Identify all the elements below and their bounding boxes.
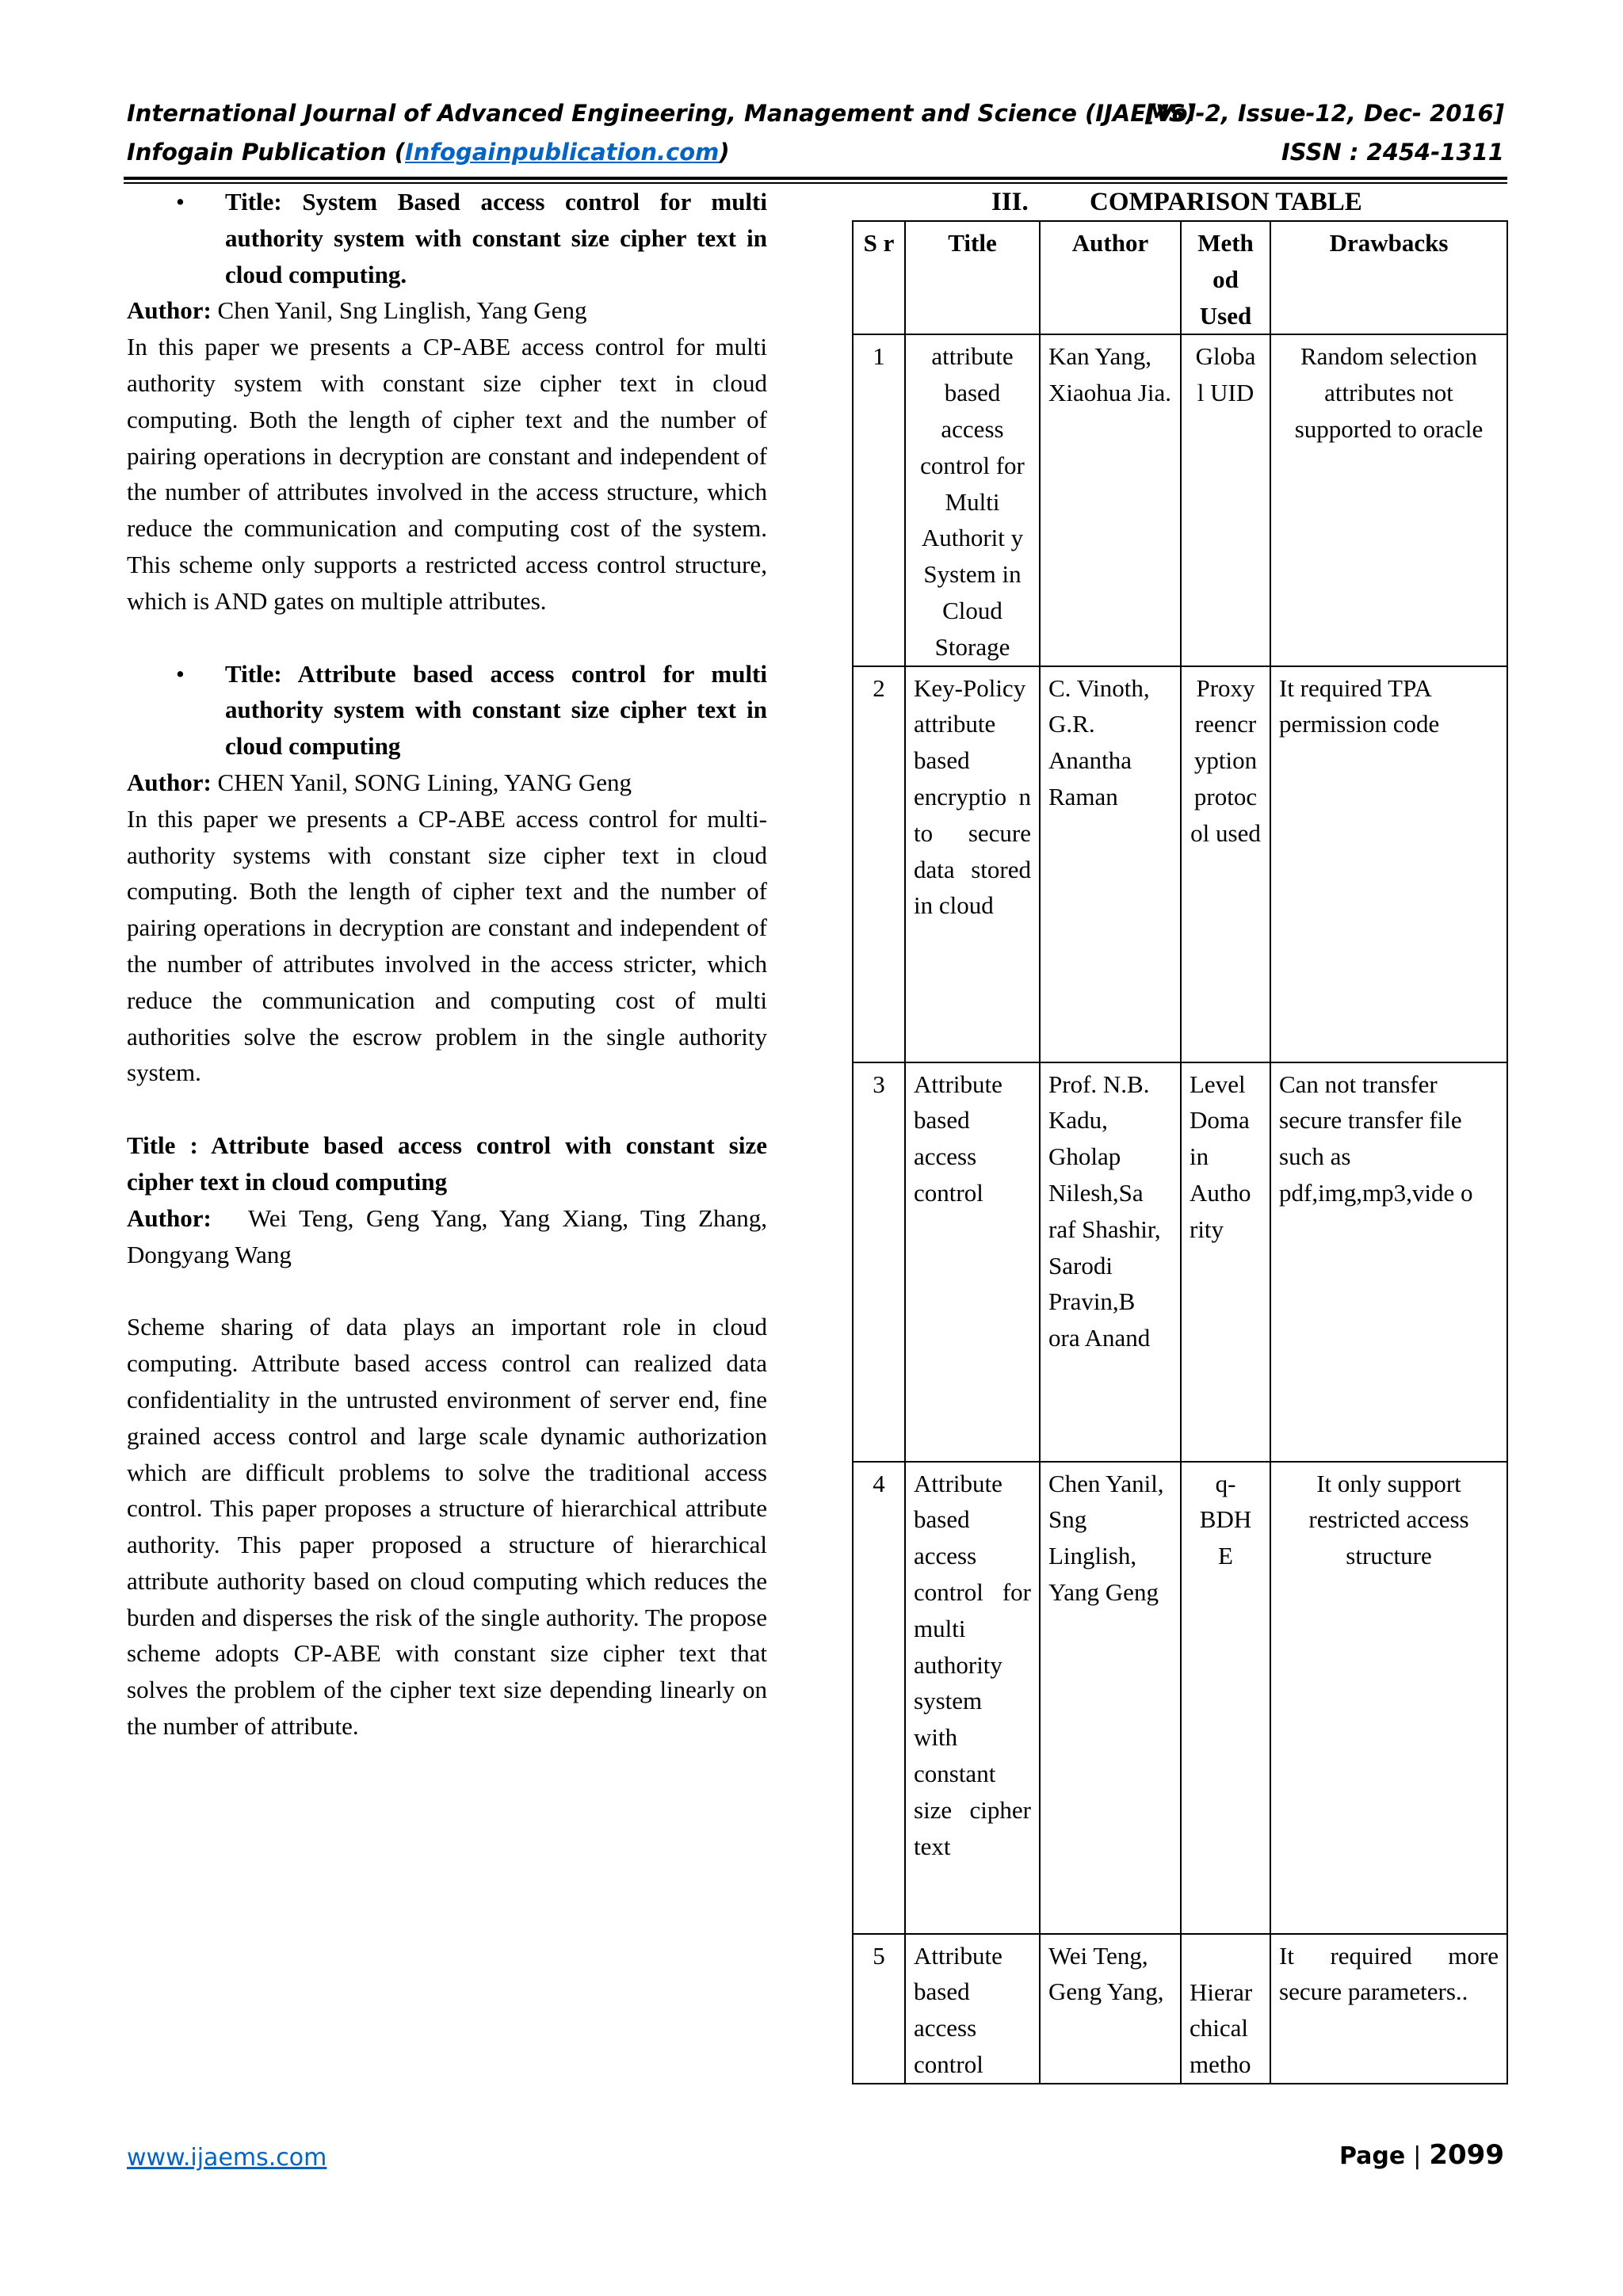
col-header-method: Meth od Used — [1181, 221, 1270, 334]
entry1-author: Author: Chen Yanil, Sng Linglish, Yang Geng — [127, 296, 587, 325]
col-header-author: Author — [1040, 221, 1181, 334]
page-separator: | — [1413, 2142, 1422, 2170]
cell-sr: 4 — [853, 1462, 905, 1934]
table-row — [853, 334, 1507, 666]
cell-author: Wei Teng, Geng Yang, — [1040, 1934, 1181, 2084]
cell-drawbacks: Can not transfer secure transfer file such as pdf,img,mp3,vide o — [1270, 1062, 1507, 1462]
cell-title: Attribute based access control — [905, 1062, 1040, 1462]
cell-drawbacks: Random selection attributes not supported to oracle — [1270, 334, 1507, 666]
cell-sr: 1 — [853, 334, 905, 666]
entry2-body: In this paper we presents a CP-ABE access control for multi-authority systems with constant size cipher text in cloud computing. Both the length of cipher text and the number of pairing operations in decryption are constant and independent of the number of attributes involved in the access stricter, which reduce the communication and computing cost of multi authorities solve the escrow problem in the single authority system. — [127, 804, 767, 1087]
section-heading — [852, 184, 1508, 220]
comparison-table — [852, 220, 1508, 2084]
cell-author: C. Vinoth, G.R. Anantha Raman — [1040, 666, 1181, 1062]
cell-author: Chen Yanil, Sng Linglish, Yang Geng — [1040, 1462, 1181, 1934]
table-row — [853, 1462, 1507, 1934]
table-row — [853, 666, 1507, 1062]
cell-title: Attribute based access control — [905, 1934, 1040, 2084]
entry1-body: In this paper we presents a CP-ABE access control for multi authority system with constant size cipher text in cloud computing. Both the length of cipher text and the number of pairing operations in decryption are constant and independent of the number of attributes involved in the access structure, which reduce the communication and computing cost of the system. This scheme only supports a restricted access control structure, which is AND gates on multiple attributes. — [127, 333, 767, 615]
table-row — [853, 1062, 1507, 1462]
website-link[interactable]: www.ijaems.com — [127, 2144, 327, 2172]
entry2-author: Author: CHEN Yanil, SONG Lining, YANG Geng — [127, 768, 632, 796]
publisher-prefix: Infogain Publication ( — [127, 139, 405, 166]
bullet-icon: • — [176, 659, 185, 688]
col-header-drawbacks: Drawbacks — [1270, 221, 1507, 334]
cell-drawbacks: It only support restricted access structure — [1270, 1462, 1507, 1934]
cell-title: Attribute based access control for multi authority system with constant size cipher text — [905, 1462, 1040, 1934]
col-header-sr: S r — [853, 221, 905, 334]
bullet-icon: • — [176, 188, 185, 215]
page-number-block — [1339, 2139, 1504, 2171]
cell-sr: 5 — [853, 1934, 905, 2084]
left-column — [127, 184, 773, 1745]
entry3-body: Scheme sharing of data plays an important role in cloud computing. Attribute based access control can realized data confidentiality in the untrusted environment of server end, fine grained access control and large scale dynamic authorization which are difficult problems to solve the traditional access control. This paper proposes a structure of hierarchical attribute authority. This paper proposed a structure of hierarchical attribute authority based on cloud computing which reduces the burden and disperses the risk of the single authority. The propose scheme adopts CP-ABE with constant size cipher text that solves the problem of the cipher text size depending linearly on the number of attribute. — [127, 1313, 767, 1741]
page-number: 2099 — [1429, 2139, 1504, 2171]
journal-name: International Journal of Advanced Engineering, Management and Science (IJAEMS) — [127, 100, 1197, 127]
table-header-row — [853, 221, 1507, 334]
cell-method: Globa l UID — [1181, 334, 1270, 666]
header-rule-thick — [124, 177, 1507, 180]
publisher-header — [127, 139, 1504, 166]
section-title: COMPARISON TABLE — [1090, 188, 1362, 216]
cell-author: Kan Yang, Xiaohua Jia. — [1040, 334, 1181, 666]
cell-sr: 3 — [853, 1062, 905, 1462]
entry2-title: • Title: Attribute based access control for multi authority system with constant size cipher text in cloud computing — [127, 656, 767, 765]
cell-method: q-BDH E — [1181, 1462, 1270, 1934]
table-row — [853, 1934, 1507, 2084]
journal-header — [127, 100, 1504, 127]
volume-info: [Vol-2, Issue-12, Dec- 2016] — [1145, 100, 1504, 127]
page-label: Page — [1339, 2142, 1406, 2170]
entry3-author: Author: Wei Teng, Geng Yang, Yang Xiang, Ting Zhang, Dongyang Wang — [127, 1203, 773, 1268]
entry3-title: Title : Attribute based access control with constant size cipher text in cloud computing — [127, 1131, 767, 1196]
cell-drawbacks: It required more secure parameters.. — [1270, 1934, 1507, 2084]
cell-title: attribute based access control for Multi Authorit y System in Cloud Storage — [905, 334, 1040, 666]
cell-method: Hierar chical metho — [1181, 1934, 1270, 2084]
cell-author: Prof. N.B. Kadu, Gholap Nilesh,Sa raf Shashir, Sarodi Pravin,B ora Anand — [1040, 1062, 1181, 1462]
cell-sr: 2 — [853, 666, 905, 1062]
section-number: III. — [991, 188, 1029, 216]
entry1-title: • Title: System Based access control for multi authority system with constant size cipher text in cloud computing. — [127, 184, 767, 292]
col-header-title: Title — [905, 221, 1040, 334]
publisher-suffix: ) — [719, 139, 730, 166]
cell-drawbacks: It required TPA permission code — [1270, 666, 1507, 1062]
issn: ISSN : 2454-1311 — [1281, 139, 1504, 166]
cell-method: Level Doma in Autho rity — [1181, 1062, 1270, 1462]
cell-method: Proxy reencr yption protoc ol used — [1181, 666, 1270, 1062]
cell-title: Key-Policy attribute based encryptio n to secure data stored in cloud — [905, 666, 1040, 1062]
publisher-link[interactable]: Infogainpublication.com — [404, 139, 720, 166]
